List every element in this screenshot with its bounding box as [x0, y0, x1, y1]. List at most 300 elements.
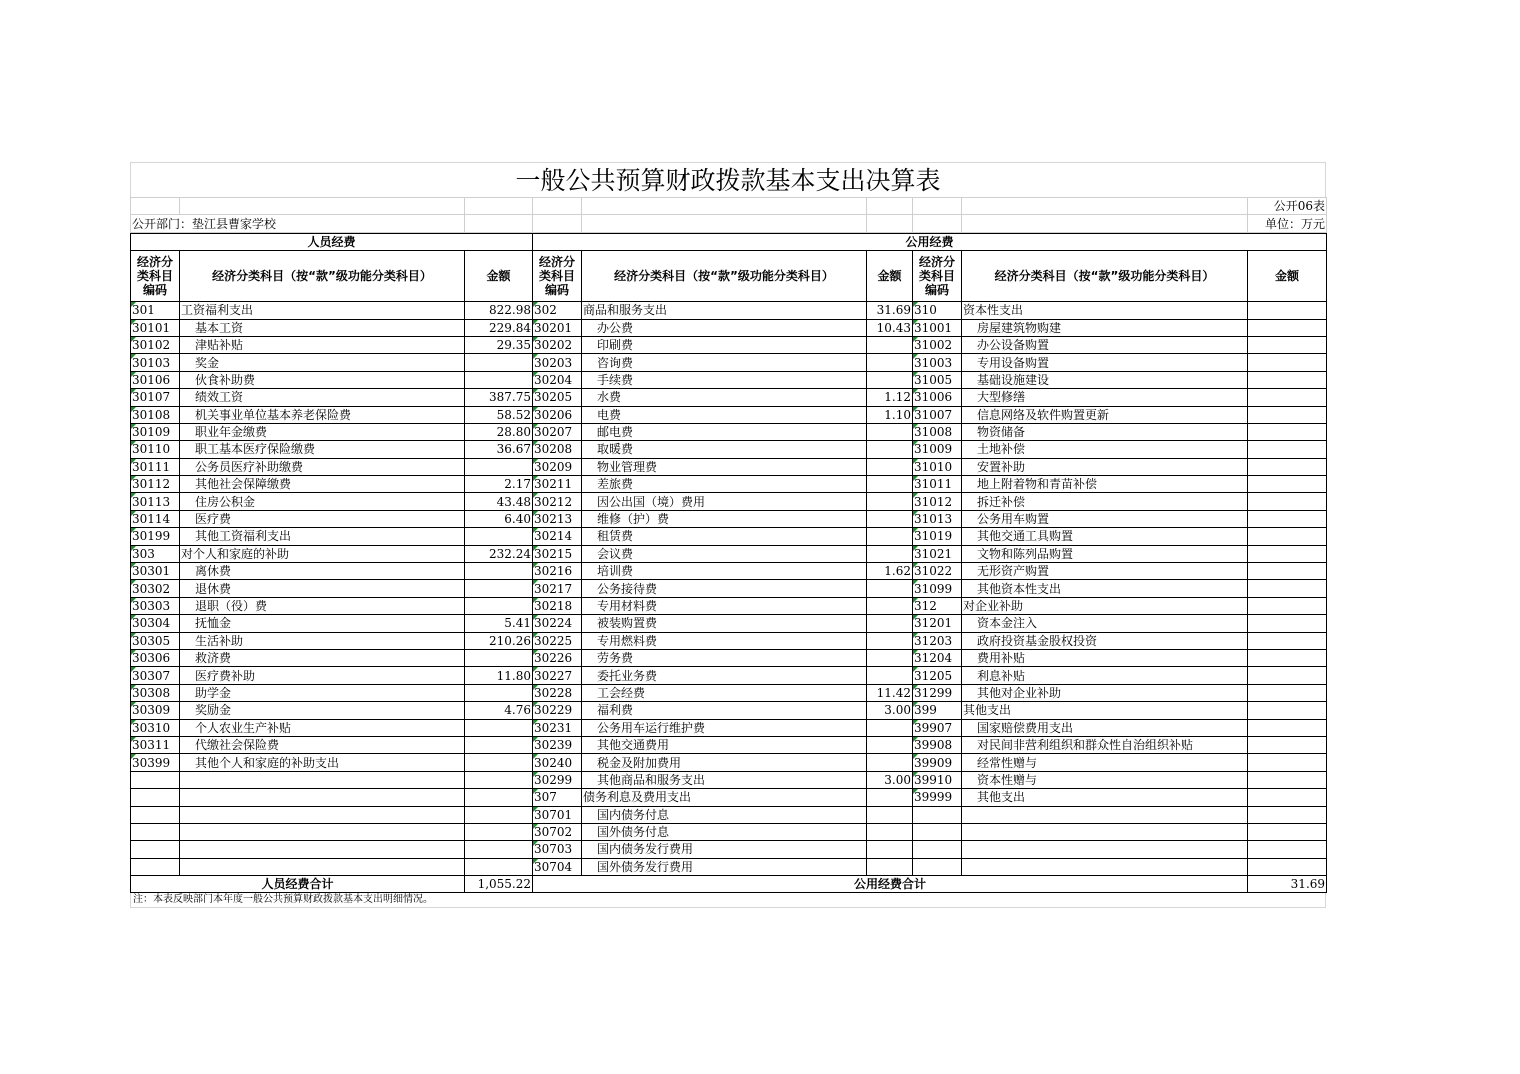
code-cell: 30302 [131, 580, 180, 597]
subject-cell: 拆迁补偿 [962, 493, 1248, 510]
amount-cell [465, 580, 533, 597]
amount-cell [1248, 719, 1327, 736]
amount-cell [1248, 493, 1327, 510]
code-cell: 30102 [131, 336, 180, 353]
code-cell: 30303 [131, 597, 180, 614]
table-row [131, 580, 1327, 597]
code-cell: 30216 [533, 563, 582, 580]
amount-cell [465, 841, 533, 858]
amount-cell [867, 580, 913, 597]
code-cell: 31003 [913, 354, 962, 371]
subject-cell: 印刷费 [582, 336, 867, 353]
subject-cell: 其他对企业补助 [962, 684, 1248, 701]
code-cell: 31205 [913, 667, 962, 684]
subject-cell: 福利费 [582, 702, 867, 719]
amount-cell [867, 528, 913, 545]
budget-sheet [130, 162, 1326, 908]
subject-cell: 奖励金 [180, 702, 465, 719]
code-cell: 30399 [131, 754, 180, 771]
code-cell: 31009 [913, 441, 962, 458]
subject-cell: 抚恤金 [180, 615, 465, 632]
code-cell: 312 [913, 597, 962, 614]
table-row [131, 615, 1327, 632]
table-row [131, 302, 1327, 319]
code-cell: 30215 [533, 545, 582, 562]
code-cell: 30209 [533, 458, 582, 475]
code-cell: 39909 [913, 754, 962, 771]
code-cell: 399 [913, 702, 962, 719]
unit-label: 单位：万元 [1248, 215, 1327, 232]
amount-cell: 58.52 [465, 406, 533, 423]
amount-cell [867, 441, 913, 458]
subject-cell: 其他个人和家庭的补助支出 [180, 754, 465, 771]
subject-cell: 电费 [582, 406, 867, 423]
amount-cell [465, 684, 533, 701]
subject-cell [962, 806, 1248, 823]
code-cell [131, 806, 180, 823]
amount-cell [465, 736, 533, 753]
amount-header: 金额 [465, 251, 533, 302]
subject-cell: 住房公积金 [180, 493, 465, 510]
table-row [131, 823, 1327, 840]
subject-cell: 水费 [582, 389, 867, 406]
amount-cell: 28.80 [465, 423, 533, 440]
code-cell: 30208 [533, 441, 582, 458]
code-cell: 30239 [533, 736, 582, 753]
subject-cell: 安置补助 [962, 458, 1248, 475]
code-cell: 303 [131, 545, 180, 562]
amount-cell [1248, 510, 1327, 527]
subject-cell: 国家赔偿费用支出 [962, 719, 1248, 736]
code-cell: 31099 [913, 580, 962, 597]
subject-cell: 国外债务付息 [582, 823, 867, 840]
subject-cell: 租赁费 [582, 528, 867, 545]
subject-cell: 咨询费 [582, 354, 867, 371]
table-row [131, 597, 1327, 614]
code-cell: 30205 [533, 389, 582, 406]
table-row [131, 841, 1327, 858]
amount-cell [1248, 806, 1327, 823]
table-row [131, 667, 1327, 684]
amount-cell [1248, 545, 1327, 562]
subject-cell: 手续费 [582, 371, 867, 388]
amount-cell [1248, 371, 1327, 388]
subject-cell: 公务用车购置 [962, 510, 1248, 527]
table-row [131, 702, 1327, 719]
amount-cell [867, 510, 913, 527]
subject-cell: 商品和服务支出 [582, 302, 867, 319]
totals-row [131, 876, 1327, 893]
table-row [131, 528, 1327, 545]
subject-cell: 其他工资福利支出 [180, 528, 465, 545]
table-row [131, 423, 1327, 440]
subject-cell: 生活补助 [180, 632, 465, 649]
code-cell: 30112 [131, 476, 180, 493]
code-cell: 39907 [913, 719, 962, 736]
subject-cell: 退休费 [180, 580, 465, 597]
amount-cell: 43.48 [465, 493, 533, 510]
amount-cell [1248, 406, 1327, 423]
code-cell: 30202 [533, 336, 582, 353]
amount-cell [1248, 319, 1327, 336]
table-row [131, 354, 1327, 371]
subject-cell: 其他交通费用 [582, 736, 867, 753]
code-cell [131, 858, 180, 875]
subject-cell: 债务利息及费用支出 [582, 789, 867, 806]
code-cell: 30111 [131, 458, 180, 475]
amount-cell [465, 789, 533, 806]
code-cell: 30306 [131, 649, 180, 666]
amount-cell: 3.00 [867, 702, 913, 719]
amount-cell: 6.40 [465, 510, 533, 527]
code-cell: 30309 [131, 702, 180, 719]
amount-cell [1248, 754, 1327, 771]
subject-cell: 代缴社会保险费 [180, 736, 465, 753]
amount-cell [867, 493, 913, 510]
subject-cell: 维修（护）费 [582, 510, 867, 527]
code-cell: 31007 [913, 406, 962, 423]
table-row [131, 319, 1327, 336]
amount-cell [867, 336, 913, 353]
subject-cell: 委托业务费 [582, 667, 867, 684]
subject-cell: 文物和陈列品购置 [962, 545, 1248, 562]
code-cell: 30702 [533, 823, 582, 840]
table-row [131, 719, 1327, 736]
subject-cell: 其他资本性支出 [962, 580, 1248, 597]
amount-cell: 1.62 [867, 563, 913, 580]
code-cell: 30204 [533, 371, 582, 388]
code-cell: 30213 [533, 510, 582, 527]
amount-cell [1248, 476, 1327, 493]
code-cell: 307 [533, 789, 582, 806]
subject-cell: 物资储备 [962, 423, 1248, 440]
table-body [131, 302, 1327, 876]
code-cell: 31203 [913, 632, 962, 649]
table-row [131, 684, 1327, 701]
subject-cell: 助学金 [180, 684, 465, 701]
code-cell: 30217 [533, 580, 582, 597]
code-cell: 31204 [913, 649, 962, 666]
amount-cell [465, 719, 533, 736]
amount-cell [1248, 302, 1327, 319]
amount-cell [867, 632, 913, 649]
amount-cell [465, 528, 533, 545]
amount-cell [1248, 615, 1327, 632]
amount-cell [867, 789, 913, 806]
amount-cell: 1.10 [867, 406, 913, 423]
code-cell: 31201 [913, 615, 962, 632]
subject-cell [962, 841, 1248, 858]
subject-cell: 专用燃料费 [582, 632, 867, 649]
table-row [131, 632, 1327, 649]
code-header: 经济分类科目编码 [913, 251, 962, 302]
code-cell: 31006 [913, 389, 962, 406]
subject-cell: 公务接待费 [582, 580, 867, 597]
subject-cell: 资本性赠与 [962, 771, 1248, 788]
table-row [131, 406, 1327, 423]
amount-cell [867, 476, 913, 493]
code-cell: 31021 [913, 545, 962, 562]
subject-cell: 国内债务付息 [582, 806, 867, 823]
code-cell: 31002 [913, 336, 962, 353]
amount-cell [1248, 823, 1327, 840]
table-row [131, 858, 1327, 875]
code-cell: 30106 [131, 371, 180, 388]
subject-cell: 办公设备购置 [962, 336, 1248, 353]
code-cell: 39908 [913, 736, 962, 753]
table-row [131, 441, 1327, 458]
amount-cell: 11.80 [465, 667, 533, 684]
table-row [131, 754, 1327, 771]
subject-cell: 国外债务发行费用 [582, 858, 867, 875]
subject-cell [180, 823, 465, 840]
subject-cell [180, 858, 465, 875]
amount-cell [867, 423, 913, 440]
code-cell: 31019 [913, 528, 962, 545]
code-cell [131, 841, 180, 858]
amount-cell [465, 371, 533, 388]
subject-cell: 资本金注入 [962, 615, 1248, 632]
subject-cell: 地上附着物和青苗补偿 [962, 476, 1248, 493]
amount-cell [1248, 441, 1327, 458]
code-cell: 30228 [533, 684, 582, 701]
subject-cell: 机关事业单位基本养老保险费 [180, 406, 465, 423]
subject-cell [962, 823, 1248, 840]
subject-cell: 利息补贴 [962, 667, 1248, 684]
amount-cell [867, 545, 913, 562]
code-cell: 30218 [533, 597, 582, 614]
subject-cell: 信息网络及软件购置更新 [962, 406, 1248, 423]
subject-cell: 专用设备购置 [962, 354, 1248, 371]
subject-cell: 劳务费 [582, 649, 867, 666]
amount-cell [465, 754, 533, 771]
code-cell: 30304 [131, 615, 180, 632]
amount-cell [465, 823, 533, 840]
amount-cell: 11.42 [867, 684, 913, 701]
amount-cell [1248, 354, 1327, 371]
amount-cell: 10.43 [867, 319, 913, 336]
amount-cell [465, 806, 533, 823]
amount-cell [867, 615, 913, 632]
table-row [131, 789, 1327, 806]
public-total-label: 公用经费合计 [533, 876, 1248, 893]
amount-cell: 31.69 [867, 302, 913, 319]
code-cell: 30107 [131, 389, 180, 406]
subject-cell: 公务用车运行维护费 [582, 719, 867, 736]
code-cell: 30231 [533, 719, 582, 736]
code-cell: 30308 [131, 684, 180, 701]
subject-cell: 培训费 [582, 563, 867, 580]
subject-header: 经济分类科目（按“款”级功能分类科目） [962, 251, 1248, 302]
amount-cell [1248, 423, 1327, 440]
code-cell: 30307 [131, 667, 180, 684]
subject-cell: 差旅费 [582, 476, 867, 493]
code-cell: 30101 [131, 319, 180, 336]
amount-cell [1248, 771, 1327, 788]
amount-cell [867, 371, 913, 388]
amount-cell: 5.41 [465, 615, 533, 632]
amount-cell: 232.24 [465, 545, 533, 562]
table-row [131, 389, 1327, 406]
footnote: 注：本表反映部门本年度一般公共预算财政拨款基本支出明细情况。 [130, 893, 1326, 908]
code-cell: 30110 [131, 441, 180, 458]
subject-cell: 奖金 [180, 354, 465, 371]
code-cell: 30704 [533, 858, 582, 875]
subject-cell: 税金及附加费用 [582, 754, 867, 771]
amount-cell [1248, 597, 1327, 614]
code-cell: 301 [131, 302, 180, 319]
subject-cell: 基本工资 [180, 319, 465, 336]
amount-cell [1248, 702, 1327, 719]
amount-cell [867, 597, 913, 614]
subject-cell: 大型修缮 [962, 389, 1248, 406]
code-header: 经济分类科目编码 [131, 251, 180, 302]
amount-cell [465, 563, 533, 580]
subject-cell: 其他社会保障缴费 [180, 476, 465, 493]
code-cell: 302 [533, 302, 582, 319]
amount-header: 金额 [867, 251, 913, 302]
subject-cell: 伙食补助费 [180, 371, 465, 388]
table-row [131, 736, 1327, 753]
amount-cell [867, 754, 913, 771]
table-row [131, 493, 1327, 510]
subject-cell: 医疗费 [180, 510, 465, 527]
subject-cell: 其他商品和服务支出 [582, 771, 867, 788]
subject-cell: 职业年金缴费 [180, 423, 465, 440]
code-cell: 30109 [131, 423, 180, 440]
amount-cell [867, 649, 913, 666]
code-cell: 30311 [131, 736, 180, 753]
code-cell [913, 806, 962, 823]
amount-cell [867, 354, 913, 371]
amount-cell [867, 823, 913, 840]
subject-cell: 对民间非营利组织和群众性自治组织补贴 [962, 736, 1248, 753]
code-cell: 30310 [131, 719, 180, 736]
amount-cell [1248, 841, 1327, 858]
code-cell: 31299 [913, 684, 962, 701]
table-row [131, 336, 1327, 353]
table-row [131, 806, 1327, 823]
code-cell: 31001 [913, 319, 962, 336]
amount-cell [1248, 336, 1327, 353]
subject-cell: 工资福利支出 [180, 302, 465, 319]
subject-cell [180, 841, 465, 858]
code-cell: 30203 [533, 354, 582, 371]
subject-cell: 经常性赠与 [962, 754, 1248, 771]
amount-cell [1248, 649, 1327, 666]
amount-cell [465, 858, 533, 875]
code-cell: 30301 [131, 563, 180, 580]
table-row [131, 649, 1327, 666]
amount-cell [1248, 789, 1327, 806]
table-row [131, 563, 1327, 580]
subject-cell [180, 789, 465, 806]
personnel-total-label: 人员经费合计 [131, 876, 465, 893]
expenditure-table [130, 233, 1327, 894]
code-cell: 31008 [913, 423, 962, 440]
amount-cell [1248, 736, 1327, 753]
amount-cell [1248, 858, 1327, 875]
amount-cell: 822.98 [465, 302, 533, 319]
subject-cell: 个人农业生产补贴 [180, 719, 465, 736]
subject-cell: 国内债务发行费用 [582, 841, 867, 858]
subject-cell: 公务员医疗补助缴费 [180, 458, 465, 475]
amount-cell [1248, 580, 1327, 597]
subject-cell: 工会经费 [582, 684, 867, 701]
amount-header: 金额 [1248, 251, 1327, 302]
subject-cell: 土地补偿 [962, 441, 1248, 458]
subject-cell: 费用补贴 [962, 649, 1248, 666]
code-cell: 30240 [533, 754, 582, 771]
code-cell: 39910 [913, 771, 962, 788]
code-cell: 30113 [131, 493, 180, 510]
code-cell: 30703 [533, 841, 582, 858]
subject-cell: 资本性支出 [962, 302, 1248, 319]
table-row [131, 476, 1327, 493]
table-number: 公开06表 [1248, 198, 1327, 215]
code-cell: 30207 [533, 423, 582, 440]
code-cell [131, 823, 180, 840]
amount-cell: 36.67 [465, 441, 533, 458]
code-cell [913, 823, 962, 840]
code-cell: 30114 [131, 510, 180, 527]
subject-cell: 救济费 [180, 649, 465, 666]
subject-header: 经济分类科目（按“款”级功能分类科目） [582, 251, 867, 302]
table-row [131, 545, 1327, 562]
personnel-header: 人员经费 [131, 233, 533, 250]
code-cell [913, 841, 962, 858]
subject-cell: 房屋建筑物购建 [962, 319, 1248, 336]
code-cell: 39999 [913, 789, 962, 806]
amount-cell: 387.75 [465, 389, 533, 406]
subject-cell: 对个人和家庭的补助 [180, 545, 465, 562]
amount-cell [1248, 389, 1327, 406]
amount-cell [867, 806, 913, 823]
subject-cell [962, 858, 1248, 875]
code-cell: 30103 [131, 354, 180, 371]
amount-cell [867, 458, 913, 475]
amount-cell [1248, 458, 1327, 475]
code-cell: 31005 [913, 371, 962, 388]
code-cell: 30229 [533, 702, 582, 719]
code-cell: 30226 [533, 649, 582, 666]
subject-cell: 专用材料费 [582, 597, 867, 614]
subject-cell: 会议费 [582, 545, 867, 562]
amount-cell [867, 719, 913, 736]
code-cell: 30108 [131, 406, 180, 423]
subject-cell: 其他交通工具购置 [962, 528, 1248, 545]
amount-cell [465, 597, 533, 614]
personnel-total-value: 1,055.22 [465, 876, 533, 893]
amount-cell [465, 649, 533, 666]
code-cell: 31012 [913, 493, 962, 510]
code-cell: 30211 [533, 476, 582, 493]
code-cell: 30199 [131, 528, 180, 545]
amount-cell: 29.35 [465, 336, 533, 353]
subject-header: 经济分类科目（按“款”级功能分类科目） [180, 251, 465, 302]
amount-cell [1248, 528, 1327, 545]
amount-cell: 3.00 [867, 771, 913, 788]
subject-cell: 绩效工资 [180, 389, 465, 406]
code-cell: 30305 [131, 632, 180, 649]
code-cell: 31013 [913, 510, 962, 527]
amount-cell [1248, 563, 1327, 580]
amount-cell [465, 354, 533, 371]
code-cell: 30701 [533, 806, 582, 823]
subject-cell: 邮电费 [582, 423, 867, 440]
amount-cell: 229.84 [465, 319, 533, 336]
subject-cell: 物业管理费 [582, 458, 867, 475]
